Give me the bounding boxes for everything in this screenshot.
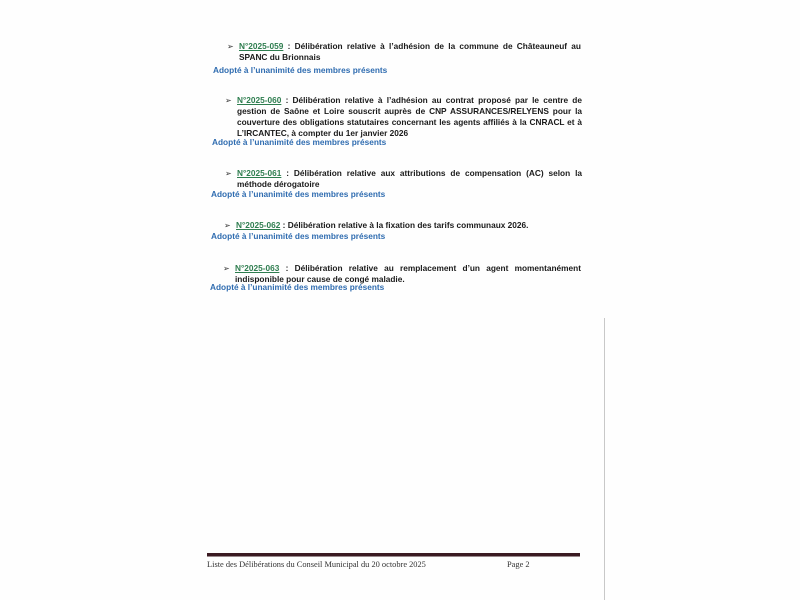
deliberation-description: Délibération relative aux attributions de compensation (AC) selon la méthode dérogatoire bbox=[237, 168, 582, 189]
deliberation-number: N°2025-060 bbox=[237, 95, 282, 105]
arrow-bullet-icon: ➢ bbox=[224, 221, 231, 230]
deliberation-item bbox=[225, 168, 582, 190]
footer-title: Liste des Délibérations du Conseil Municipal du 20 octobre 2025 bbox=[207, 560, 426, 569]
deliberation-text: N°2025-061 : Délibération relative aux attributions de compensation (AC) selon la méthode dérogatoire bbox=[237, 168, 582, 189]
deliberation-description: Délibération relative à la fixation des tarifs communaux 2026. bbox=[287, 220, 529, 230]
deliberation-text: N°2025-062 : Délibération relative à la fixation des tarifs communaux 2026. bbox=[236, 220, 529, 230]
deliberation-number: N°2025-059 bbox=[239, 41, 284, 51]
deliberation-description: Délibération relative à l’adhésion de la commune de Châteauneuf au SPANC du Brionnais bbox=[239, 41, 581, 62]
deliberation-item bbox=[225, 95, 582, 139]
deliberation-text: N°2025-060 : Délibération relative à l’adhésion au contrat proposé par le centre de gestion de Saône et Loire souscrit auprès de CNP ASSURANCES/RELYENS pour la couverture des obligations statutaires concernant les agents affiliés à la CNRACL et à L’IRCANTEC, à compter du 1er janvier 2026 bbox=[237, 95, 582, 138]
deliberation-result: Adopté à l’unanimité des membres présents bbox=[211, 189, 386, 199]
deliberation-description: Délibération relative au remplacement d’un agent momentanément indisponible pour cause de congé maladie. bbox=[235, 263, 581, 284]
deliberation-result: Adopté à l’unanimité des membres présents bbox=[212, 137, 387, 147]
arrow-bullet-icon: ➢ bbox=[225, 169, 232, 178]
deliberation-description: Délibération relative à l’adhésion au contrat proposé par le centre de gestion de Saône et Loire souscrit auprès de CNP ASSURANCES/RELYENS pour la couverture des obligations statutaires concernant les agents affiliés à la CNRACL et à L’IRCANTEC, à compter du 1er janvier 2026 bbox=[237, 95, 582, 138]
deliberation-text: N°2025-063 : Délibération relative au remplacement d’un agent momentanément indisponible pour cause de congé maladie. bbox=[235, 263, 581, 284]
deliberation-item bbox=[224, 220, 582, 231]
deliberation-result: Adopté à l’unanimité des membres présents bbox=[210, 282, 385, 292]
deliberation-item bbox=[227, 41, 581, 63]
deliberation-result: Adopté à l’unanimité des membres présents bbox=[211, 231, 386, 241]
arrow-bullet-icon: ➢ bbox=[227, 42, 234, 51]
arrow-bullet-icon: ➢ bbox=[225, 96, 232, 105]
deliberation-number: N°2025-061 bbox=[237, 168, 282, 178]
footer-page-number: Page 2 bbox=[507, 560, 530, 569]
page-edge-line bbox=[604, 318, 605, 600]
footer-rule-shadow bbox=[207, 556, 580, 557]
deliberation-number: N°2025-063 bbox=[235, 263, 280, 273]
arrow-bullet-icon: ➢ bbox=[223, 264, 230, 273]
deliberation-result: Adopté à l’unanimité des membres présents bbox=[213, 65, 388, 75]
deliberation-text: N°2025-059 : Délibération relative à l’adhésion de la commune de Châteauneuf au SPANC du Brionnais bbox=[239, 41, 581, 62]
deliberation-number: N°2025-062 bbox=[236, 220, 281, 230]
